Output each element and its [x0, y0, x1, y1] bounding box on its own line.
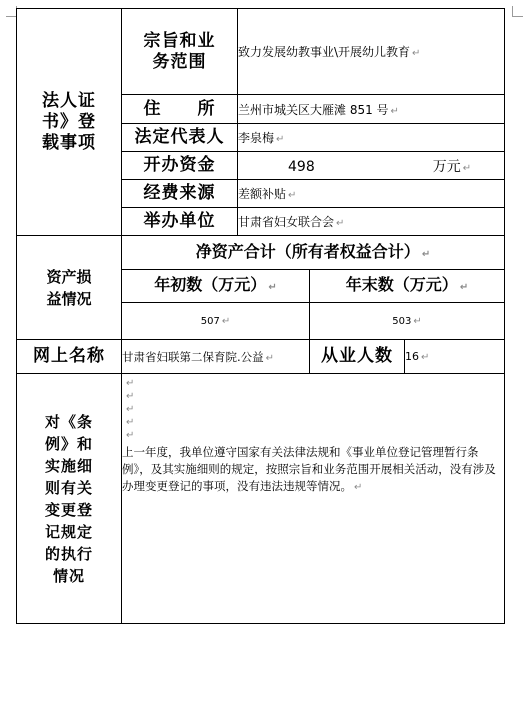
- begin-year-header-text: 年初数（万元）: [154, 275, 267, 294]
- return-mark: ↵: [126, 378, 135, 389]
- online-name-value: [122, 340, 310, 374]
- blank-lines: [122, 374, 504, 442]
- compliance-label: [17, 374, 122, 624]
- row-assets-header: [17, 236, 505, 270]
- return-mark: ↵: [265, 352, 275, 364]
- legal-rep-value: [238, 124, 505, 152]
- return-mark: ↵: [221, 315, 231, 327]
- section-cert-label: [17, 9, 122, 236]
- return-mark: ↵: [421, 248, 431, 260]
- staff-count-value-text: 16: [405, 350, 419, 363]
- row-compliance: [17, 374, 505, 624]
- return-mark: ↵: [462, 162, 472, 174]
- return-mark: ↵: [126, 404, 135, 415]
- row-online-staff: [17, 340, 505, 374]
- net-assets-header-text: 净资产合计（所有者权益合计）: [195, 241, 420, 261]
- begin-year-header: [122, 270, 310, 303]
- begin-year-value: [122, 303, 310, 340]
- return-mark: ↵: [126, 417, 135, 428]
- purpose-label: [122, 9, 238, 95]
- purpose-value-text: 致力发展幼教事业\开展幼儿教育: [238, 45, 411, 59]
- begin-year-value-text: 507: [200, 315, 220, 327]
- address-label: 住 所: [122, 95, 238, 124]
- staff-count-value: [405, 340, 505, 374]
- compliance-text: [122, 444, 504, 496]
- purpose-label-text: 宗旨和业务范围: [143, 30, 216, 72]
- return-mark: ↵: [268, 282, 277, 293]
- sponsor-value: [238, 208, 505, 236]
- section-cert-label-text: 法人证书》登载事项: [42, 90, 96, 153]
- funding-value: [238, 180, 505, 208]
- end-year-header: [310, 270, 505, 303]
- funding-label: 经费来源: [122, 180, 238, 208]
- compliance-body: [122, 374, 505, 624]
- capital-unit: 万元: [432, 158, 461, 175]
- capital-value: [238, 152, 505, 180]
- sponsor-label: 举办单位: [122, 208, 238, 236]
- staff-count-label: 从业人数: [310, 340, 405, 374]
- return-mark: ↵: [354, 482, 363, 493]
- net-assets-header: [122, 236, 505, 270]
- online-name-label: 网上名称: [17, 340, 122, 374]
- capital-label: 开办资金: [122, 152, 238, 180]
- return-mark: ↵: [413, 315, 422, 327]
- compliance-text-content: 上一年度，我单位遵守国家有关法律法规和《事业单位登记管理暂行条例》，及其实施细则的规定，按照宗旨和业务范围开展相关活动，没有涉及办理变更登记的事项，没有违法违规等情况。: [122, 445, 496, 493]
- funding-value-text: 差额补贴: [238, 187, 287, 201]
- address-value-text: 兰州市城关区大雁滩 851 号: [238, 102, 389, 117]
- return-mark: ↵: [459, 282, 469, 293]
- return-mark: ↵: [288, 190, 297, 201]
- end-year-value: [310, 303, 505, 340]
- end-year-header-text: 年末数（万元）: [345, 275, 458, 294]
- return-mark: ↵: [276, 134, 285, 145]
- crop-mark-top-right: [512, 6, 523, 17]
- row-purpose: [17, 9, 505, 95]
- return-mark: ↵: [336, 218, 345, 229]
- legal-rep-label: 法定代表人: [122, 124, 238, 152]
- assets-label-text: 资产损益情况: [46, 267, 92, 308]
- end-year-value-text: 503: [392, 315, 412, 327]
- return-mark: ↵: [390, 105, 399, 117]
- return-mark: ↵: [421, 352, 430, 363]
- address-value: [238, 95, 505, 124]
- assets-label: [17, 236, 122, 340]
- capital-amount: 498: [288, 158, 315, 175]
- return-mark: ↵: [412, 48, 421, 59]
- legal-rep-value-text: 李泉梅: [238, 131, 275, 145]
- annual-report-form: [16, 8, 505, 624]
- sponsor-value-text: 甘肃省妇女联合会: [238, 215, 335, 229]
- return-mark: ↵: [126, 430, 135, 441]
- compliance-label-text: 对《条例》和实施细则有关变更登记规定的执行情况: [45, 412, 94, 585]
- online-name-value-text: 甘肃省妇联第二保育院.公益: [122, 349, 264, 364]
- purpose-value: [238, 9, 505, 95]
- return-mark: ↵: [126, 391, 135, 402]
